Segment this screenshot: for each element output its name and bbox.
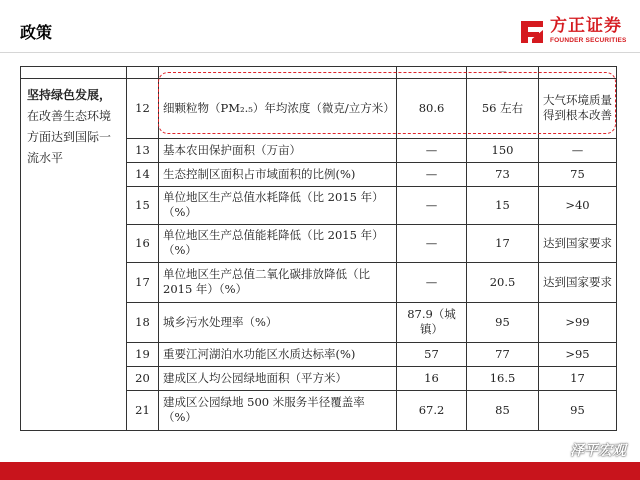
founder-logo-icon	[518, 18, 546, 46]
value-2015: 16	[397, 366, 467, 390]
value-2035: >99	[539, 302, 617, 342]
indicator-name: 建成区人均公园绿地面积（平方米）	[159, 366, 397, 390]
value-2020: 16.5	[467, 366, 539, 390]
value-2020: 95	[467, 302, 539, 342]
value-2035: 17	[539, 366, 617, 390]
value-2020: 17	[467, 224, 539, 262]
value-2035: >40	[539, 186, 617, 224]
indicator-name: 重要江河湖泊水功能区水质达标率(%)	[159, 342, 397, 366]
indicator-name: 基本农田保护面积（万亩）	[159, 138, 397, 162]
value-2015: —	[397, 186, 467, 224]
value-2015: 57	[397, 342, 467, 366]
indicator-name: 单位地区生产总值能耗降低（比 2015 年）（%）	[159, 224, 397, 262]
row-number: 19	[127, 342, 159, 366]
wechat-watermark	[546, 440, 626, 460]
page-title: 政策	[20, 23, 53, 42]
goal-group-label-rest: 在改善生态环境方面达到国际一流水平	[27, 108, 112, 165]
value-2015: 87.9（城镇）	[397, 302, 467, 342]
truncated-top-row	[21, 67, 617, 79]
row-number: 12	[127, 78, 159, 138]
indicator-name: 城乡污水处理率（%）	[159, 302, 397, 342]
row-number: 15	[127, 186, 159, 224]
indicator-name: 建成区公园绿地 500 米服务半径覆盖率（%）	[159, 390, 397, 430]
row-number: 14	[127, 162, 159, 186]
value-2015: —	[397, 162, 467, 186]
value-2035: —	[539, 138, 617, 162]
title-divider	[0, 52, 640, 53]
value-2015: —	[397, 138, 467, 162]
table-row	[21, 78, 617, 138]
value-2020: 85	[467, 390, 539, 430]
indicator-table-container	[20, 66, 620, 456]
row-number: 21	[127, 390, 159, 430]
row-number: 16	[127, 224, 159, 262]
value-2035: 大气环境质量得到根本改善	[539, 78, 617, 138]
value-2020: 20.5	[467, 262, 539, 302]
goal-group-label-bold: 坚持绿色发展，	[27, 87, 112, 102]
value-2035: 达到国家要求	[539, 262, 617, 302]
row-number: 13	[127, 138, 159, 162]
value-2035: 95	[539, 390, 617, 430]
value-2015: 67.2	[397, 390, 467, 430]
wechat-account-name: 泽平宏观	[570, 443, 626, 459]
row-number: 20	[127, 366, 159, 390]
value-2015: —	[397, 262, 467, 302]
indicator-table	[20, 66, 617, 431]
indicator-name: 单位地区生产总值水耗降低（比 2015 年）（%）	[159, 186, 397, 224]
value-2015: —	[397, 224, 467, 262]
value-2020: 150	[467, 138, 539, 162]
value-2035: 达到国家要求	[539, 224, 617, 262]
indicator-name: 生态控制区面积占市域面积的比例(%)	[159, 162, 397, 186]
row-number: 18	[127, 302, 159, 342]
logo-chinese-name: 方正证券	[550, 16, 622, 36]
indicator-name: 单位地区生产总值二氧化碳排放降低（比 2015 年）（%）	[159, 262, 397, 302]
truncated-cell: —	[467, 67, 539, 79]
value-2020: 56 左右	[467, 78, 539, 138]
founder-securities-logo	[518, 18, 632, 52]
value-2035: >95	[539, 342, 617, 366]
value-2020: 15	[467, 186, 539, 224]
wechat-icon	[546, 442, 566, 458]
goal-group-label	[21, 78, 127, 430]
value-2015: 80.6	[397, 78, 467, 138]
footer-bar	[0, 462, 640, 480]
value-2020: 73	[467, 162, 539, 186]
logo-english-name: FOUNDER SECURITIES	[550, 37, 627, 44]
row-number: 17	[127, 262, 159, 302]
value-2020: 77	[467, 342, 539, 366]
value-2035: 75	[539, 162, 617, 186]
indicator-name: 细颗粒物（PM₂.₅）年均浓度（微克/立方米）	[159, 78, 397, 138]
